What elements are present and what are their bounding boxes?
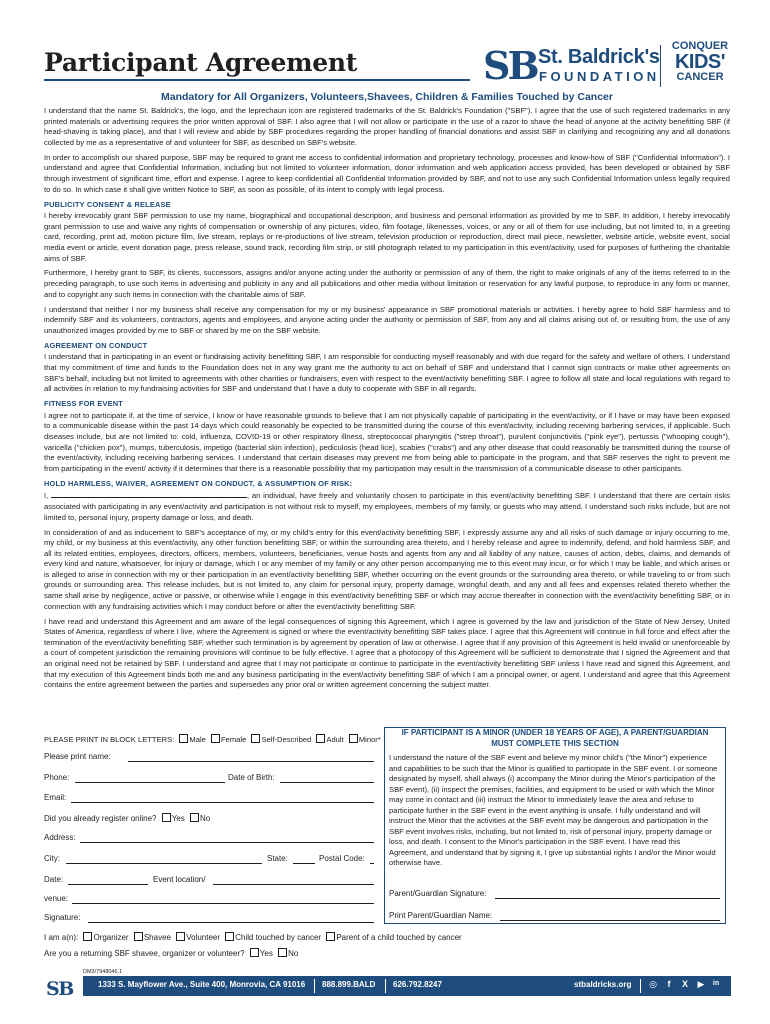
child-touched-checkbox[interactable] [225, 932, 234, 941]
adult-label: Adult [326, 735, 344, 744]
footer-address: 1333 S. Mayflower Ave., Suite 400, Monrovia, CA 91016 [98, 980, 306, 989]
rights-paragraph: Furthermore, I hereby grant to SBF, its clients, successors, assigns and/or anyone acting under the authority or permission of any of them, the right to make originals of any of the items referred to in the preceding paragraph, to use such items in advertising and publicity in any and all publications and other media without limitation or reservation for any lawful purpose, to reproduce in any form or manner, and to copyright any such items in connection with the charitable aims of SBF. [44, 268, 730, 299]
event-location-label: Event location/ [153, 875, 206, 884]
adult-checkbox[interactable] [316, 734, 325, 743]
child-touched-label: Child touched by cancer [235, 933, 322, 942]
footer-website-link[interactable]: stbaldricks.org [574, 980, 632, 989]
shavee-label: Shavee [143, 933, 171, 942]
address-field[interactable] [80, 842, 374, 843]
registered-label: Did you already register online? [44, 814, 157, 823]
dob-field[interactable] [280, 782, 374, 783]
registered-row [44, 813, 210, 824]
instagram-icon[interactable]: ◎ [649, 979, 657, 989]
org-name: St. Baldrick's [538, 46, 660, 68]
returning-label: Are you a returning SBF shavee, organizer or volunteer? [44, 949, 245, 958]
volunteer-label: Volunteer [186, 933, 221, 942]
risk-paragraph [44, 490, 730, 523]
page-title: Participant Agreement [44, 48, 358, 77]
male-checkbox[interactable] [179, 734, 188, 743]
print-block-row [44, 734, 381, 745]
state-field[interactable] [293, 863, 315, 864]
governing-law-paragraph: I have read and understand this Agreement and am aware of the legal consequences of signing this Agreement, which I agree is governed by the law and jurisdiction of the State of New Jersey, United States of America, regardless of where I live, where the Agreement is signed or where the event/activity benefitting SBF takes place. I agree that this Agreement will continue in full force and effect after the termination of the event/activity benefitting SBF, whether such termination is by agreement by operation of law or otherwise. I agree that if any provision of this Agreement is held invalid or unenforceable by a court of competent jurisdiction the remaining provisions will continue to be fully effective. I agree that a photocopy of this Agreement will be sufficient to demonstrate that I signed the Agreement and that an original need not be retained by SBF. I understand and agree that I may not participate or continue to participate in the event/activity benefitting SBF unless I have read and signed this Agreement, and that my execution of this Agreement binds both me and any business participating in the event/activity benefitting SBF of which I am a principal owner, or agent. I understand and agree that this Agreement contains the entire agreement between the parties and supersedes any prior oral or written agreement concerning the subject matter. [44, 616, 730, 690]
indemnity-paragraph: In consideration of and as inducement to SBF's acceptance of my, or my child's entry for this event/activity benefitting SBF, I expressly assume any and all risks of such damage or injury occurring to me, my child, or my business at this event/activity, any other function benefitting SBF, or within the surrounding area thereto, and I hereby release and agree to indemnify, defend, and hold harmless SBF, and all its related entities, employees, directors, officers, members, volunteers, beneficiaries, venue hosts and agents from any and all liability of any nature, causes of action, debts, claims, and demands of every kind and nature, whatsoever, for injury or damage, which I or any member of my family or any other person accompanying me to this event may incur, or for which I may be liable, and which arises or is alleged to arise in connection with my or their participation in an event/activity benefitting SBF, whether occurring on the event grounds or the surrounding area thereto, or while traveling to or from such grounds or surrounding area. This release includes, but is not limited to, any claim for personal injury, property damage, wrongful death, and any and all fees and expenses related thereto whether the same shall arise by negligence, active or passive, or otherwise while I engage in this event/activity benefitting SBF or which may accrue thereafter in connection with the event/activity benefitting SBF, or in connection with any fundraising activities which I may conduct before or after the event/activity benefitting SBF. [44, 527, 730, 611]
footer-phone2[interactable]: 626.792.8247 [393, 980, 442, 989]
risk-prefix: I, [44, 491, 49, 501]
minor-checkbox[interactable] [349, 734, 358, 743]
minor-label: Minor* [358, 735, 381, 744]
registered-yes-checkbox[interactable] [162, 813, 171, 822]
registered-yes-label: Yes [171, 814, 185, 823]
guardian-print-label: Print Parent/Guardian Name: [389, 911, 493, 920]
ck-line3: CANCER [676, 71, 724, 83]
fitness-paragraph: I agree not to participate if, at the time of service, I know or have reasonable grounds to believe that I am not physically capable of participating in the event/activity, or if I have or may have been exposed to a communicable disease within the past 14 days which could reasonably be expected to be transmitted during the course of this event/activity, including receiving barbering services, if applicable. Such diseases include, but are not limited to: cold, influenza, COVID-19 or other respiratory illness, streptococcal pharyngitis ("strep throat"), purulent conjunctivitis ("pink eye"), pertussis ("whooping cough"), varicella ("chicken pox"), mumps, tuberculosis, impetigo (bacterial skin infection), pediculosis (head lice), scabies ("crabs") and any other disease that could reasonably be transmitted during the course of the event/activity, including receiving barbering services. I understand that certain diseases may prevent me from being able to participate in the program, and that SBF reserves the right to prevent me from participating in the event/ activity if it determines that there is a reasonable possibility that my participation may result in the transmission of a communicable disease to other participants. [44, 410, 730, 473]
logo-divider [660, 45, 661, 87]
phone-label: Phone: [44, 773, 70, 782]
venue-field[interactable] [72, 903, 374, 904]
email-label: Email: [44, 793, 67, 802]
footer-separator [314, 979, 315, 993]
x-icon[interactable]: X [681, 979, 688, 989]
guardian-print-field[interactable] [500, 920, 720, 921]
ck-line2: KIDS' [674, 51, 726, 73]
title-divider [44, 79, 470, 81]
guardian-signature-field[interactable] [495, 898, 720, 899]
state-label: State: [267, 854, 288, 863]
returning-yes-label: Yes [259, 949, 273, 958]
trademark-paragraph: I understand that the name St. Baldrick's, the logo, and the leprechaun icon are registered trademarks of the St. Baldrick's Foundation ("SBF"). I agree that the use of such registered trademarks in any printed materials or advertising requires the prior written approval of SBF. I also agree that I will not allow or participate in the use of a razor to shave the head of anyone at the activity benefitting SBF (if head-shaving is taking place), and that I will review and abide by SBF procedures regarding the proper handling of financial donations and assist SBF in clarifying and recognizing any and all donations collected by me as a representative of and volunteer for SBF, as described on SBF's website. [44, 106, 730, 147]
conquer-kids-cancer-logo [670, 41, 730, 83]
agreement-body [44, 106, 730, 695]
male-label: Male [189, 735, 206, 744]
event-location-field[interactable] [213, 884, 374, 885]
city-label: City: [44, 854, 60, 863]
dob-label: Date of Birth: [228, 773, 275, 782]
returning-row [44, 948, 298, 959]
ck-line1: CONQUER [671, 40, 729, 52]
print-block-label: PLEASE PRINT IN BLOCK LETTERS: [44, 735, 175, 744]
returning-no-label: No [288, 949, 299, 958]
organizer-label: Organizer [93, 933, 129, 942]
postal-field[interactable] [370, 863, 374, 864]
footer-sb-logo-icon [45, 977, 79, 1000]
minor-section-title: IF PARTICIPANT IS A MINOR (UNDER 18 YEARS OF AGE), A PARENT/GUARDIAN MUST COMPLETE THIS SECTION [401, 728, 709, 748]
name-label: Please print name: [44, 752, 111, 761]
organizer-checkbox[interactable] [83, 932, 92, 941]
risk-text: , an individual, have freely and voluntarily chosen to participate in this event/activity benefitting SBF. I understand that there are certain risks associated with participating in any event/activity and participation is not without risk to myself, my employees, members of my family, or guests who may attend. I understand such risks include, but are not limited to, personal injury, property damage or loss, and death. [44, 491, 730, 522]
address-label: Address: [44, 833, 76, 842]
role-label: I am a(n): [44, 933, 79, 942]
section-heading-fitness: FITNESS FOR EVENT [44, 399, 123, 409]
venue-label: venue: [44, 894, 69, 903]
footer-phone1[interactable]: 888.899.BALD [322, 980, 376, 989]
returning-yes-checkbox[interactable] [250, 948, 259, 957]
participant-name-blank[interactable] [51, 490, 247, 498]
role-row [44, 932, 462, 943]
registered-no-checkbox[interactable] [190, 813, 199, 822]
female-checkbox[interactable] [211, 734, 220, 743]
parent-touched-checkbox[interactable] [326, 932, 335, 941]
section-heading-hold-harmless: HOLD HARMLESS, WAIVER, AGREEMENT ON CONDUCT, & ASSUMPTION OF RISK: [44, 478, 353, 488]
org-subname: FOUNDATION [539, 69, 660, 84]
returning-no-checkbox[interactable] [278, 948, 287, 957]
publicity-paragraph: I hereby irrevocably grant SBF permission to use my name, biographical and occupational description, and business and personal information as provided by me to SBF. In addition, I hereby irrevocably grant permission to use and waive any rights of compensation or ownership of any pictures, video, film footage, likenesses, voices, or any or all of them for use including, but not limited to, in a greeting card, recording, print ad, motion picture film, live stream, replays or re-productions of live stream, television production or reproduction, direct mail piece, newsletter, website article, website event, social media event or article, event donation page, press release, sound track, recording film strip, or still photograph related to my participation in this event/activity, used for purposes of furthering the charitable aims of SBF. [44, 211, 730, 263]
parent-touched-label: Parent of a child touched by cancer [336, 933, 462, 942]
guardian-signature-label: Parent/Guardian Signature: [389, 889, 487, 898]
phone-field[interactable] [75, 782, 225, 783]
section-heading-publicity: PUBLICITY CONSENT & RELEASE [44, 199, 171, 209]
name-field[interactable] [128, 761, 374, 762]
signature-field[interactable] [88, 922, 374, 923]
subtitle: Mandatory for All Organizers, Volunteers,Shavees, Children & Families Touched by Cancer [160, 91, 613, 103]
compensation-paragraph: I understand that neither I nor my business shall receive any compensation for my or my business' appearance in SBF promotional materials or activities. I hereby agree to hold SBF harmless and to indemnify SBF and its volunteers, contractors, agents and employees, and anyone acting under the authority or permission of SBF, from any and all claims arising out of, or resulting from, the use of any unauthorized images provided by me to SBF or shared by me on the SBF website. [44, 304, 730, 335]
youtube-icon[interactable]: ▶ [697, 979, 705, 989]
footer-sb-initials: SB [46, 978, 73, 1000]
date-field[interactable] [68, 884, 148, 885]
self-described-label: Self-Described [261, 735, 312, 744]
postal-label: Postal Code: [319, 854, 365, 863]
city-field[interactable] [66, 863, 262, 864]
section-heading-conduct: AGREEMENT ON CONDUCT [44, 340, 148, 350]
registered-no-label: No [200, 814, 211, 823]
signature-label: Signature: [44, 913, 81, 922]
footer-separator [385, 979, 386, 993]
conduct-paragraph: I understand that in participating in an event or fundraising activity benefitting SBF, I am responsible for conducting myself reasonably and with due regard for the safety and welfare of others. I understand that my commitment of time and funds to the Foundation does not in any way grant me the authority to act on behalf of SBF and understand that I cannot sign contracts or make other agreements on SBF's behalf, including but not limited to agreements with other charities or fundraisers, even with respect to the event/activity benefitting SBF. I agree to follow all state and local regulations with regard to all activities in relation to my fundraising activities for SBF and understand that I have a duty to cooperate with SBF in all regards. [44, 352, 730, 394]
document-number: DM3/7948046.1 [83, 969, 123, 975]
sb-logo-icon [481, 43, 537, 88]
female-label: Female [220, 735, 247, 744]
confidentiality-paragraph: In order to accomplish our shared purpose, SBF may be required to grant me access to confidential information and proprietary technology, processes and know-how of SBF ("Confidential Information"). I understand and agree that Confidential Information, including but not limited to volunteer information, donor information and web application access provided, has been developed or obtained by SBF through investment of significant time, effort and expense. I agree to keep confidential all Confidential Information provided by SBF, and not to use any such Confidential Information unless legally required to do so. In which case it shall give written Notice to SBF, as soon as possible, of its intent to comply with legal process. [44, 152, 730, 194]
shavee-checkbox[interactable] [134, 932, 143, 941]
date-label: Date: [44, 875, 64, 884]
footer-separator [640, 979, 641, 993]
volunteer-checkbox[interactable] [176, 932, 185, 941]
facebook-icon[interactable]: f [667, 979, 671, 989]
sb-logo-initials: SB [483, 43, 537, 88]
email-field[interactable] [71, 802, 374, 803]
minor-section-text: I understand the nature of the SBF event and believe my minor child's ("the Minor") experience and capabilities to be such that the Minor is qualified to participate in the SBF event. I or someone designated by myself, shall always (i) accompany the Minor during the Minor's participation of the SBF event), (ii) inspect the premises, facilities, and equipment to be used or with which the Minor may come in contact and (iii) instruct the Minor to immediately leave the area and refuse to participate further in the SBF event in the event anything is unsafe. I fully understand and will instruct the Minor that the activities at the SBF event may be dangerous and participation in the SBF event involves risks, including, but not limited to, risk of personal injury, property damage or loss, and death. I consent to the Minor's participation in the SBF event. I have read this Agreement, and understand that by signing it, I give up substantial rights I and/or the Minor would otherwise have. [389, 753, 718, 867]
self-described-checkbox[interactable] [251, 734, 260, 743]
linkedin-icon[interactable]: in [712, 980, 720, 987]
